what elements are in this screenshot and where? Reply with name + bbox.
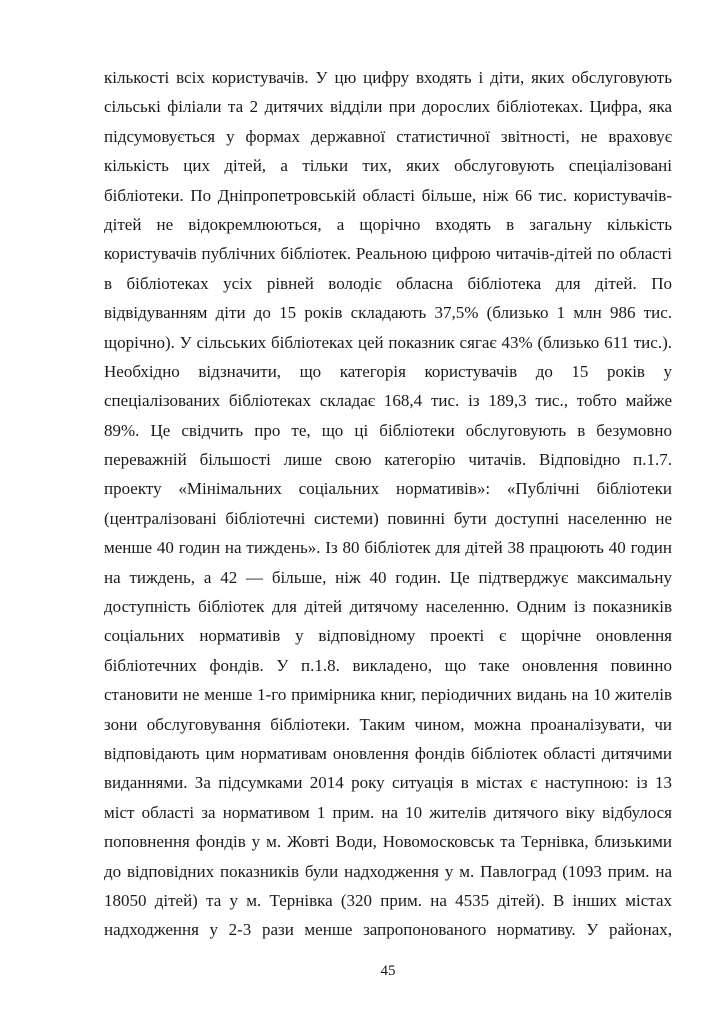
text-line-12: спеціалізованих бібліотеках складає 168,4 тис. із 189,3 тис., тобто майже	[104, 391, 672, 411]
text-line-7: користувачів публічних бібліотек. Реальною цифрою читачів-дітей по області	[104, 244, 672, 264]
text-line-8: в бібліотеках усіх рівней володіє обласна бібліотека для дітей. По	[104, 273, 672, 293]
text-line-1: кількості всіх користувачів. У цю цифру входять і діти, яких обслуговують	[104, 68, 672, 87]
text-line-19: доступність бібліотек для дітей дитячому населенню. Одним із показників	[104, 597, 672, 617]
text-line-11: Необхідно відзначити, що категорія користувачів до 15 років у	[104, 361, 672, 381]
text-line-23: зони обслуговування бібліотеки. Таким чином, можна проаналізувати, чи	[104, 714, 672, 734]
text-line-18: на тиждень, а 42 — більше, ніж 40 годин. Це підтверджує максимальну	[104, 567, 672, 587]
text-line-26: міст області за нормативом 1 прим. на 10 жителів дитячого віку відбулося	[104, 802, 672, 822]
text-line-28: до відповідних показників були надходження у м. Павлоград (1093 прим. на	[104, 861, 672, 881]
page-number: 45	[380, 963, 396, 979]
text-line-29: 18050 дітей) та у м. Тернівка (320 прим. на 4535 дітей). В інших містах	[104, 890, 672, 910]
text-line-16: (централізовані бібліотечні системи) повинні бути доступні населенню не	[104, 508, 672, 528]
text-line-20: соціальних нормативів у відповідному проекті є щорічне оновлення	[104, 626, 672, 646]
text-line-9: відвідуванням діти до 15 років складають 37,5% (близько 1 млн 986 тис.	[104, 303, 672, 323]
text-line-30: надходження у 2-3 рази менше запропонованого нормативу. У районах,	[104, 920, 672, 940]
text-line-13: 89%. Це свідчить про те, що ці бібліотеки обслуговують в безумовно	[104, 420, 672, 440]
body-text	[104, 63, 672, 945]
text-line-4: кількість цих дітей, а тільки тих, яких обслуговують спеціалізовані	[104, 156, 672, 176]
text-line-25: виданнями. За підсумками 2014 року ситуація в містах є наступною: із 13	[104, 773, 672, 793]
text-line-3: підсумовується у формах державної статистичної звітності, не враховує	[104, 126, 672, 146]
text-line-22: становити не менше 1-го примірника книг, періодичних видань на 10 жителів	[104, 685, 672, 705]
text-line-21: бібліотечних фондів. У п.1.8. викладено, що таке оновлення повинно	[104, 655, 672, 675]
text-line-17: менше 40 годин на тиждень». Із 80 бібліотек для дітей 38 працюють 40 годин	[104, 538, 672, 558]
text-line-6: дітей не відокремлюються, а щорічно входять в загальну кількість	[104, 214, 672, 234]
text-line-24: відповідають цим нормативам оновлення фондів бібліотек області дитячими	[104, 743, 672, 763]
text-line-10: щорічно). У сільських бібліотеках цей показник сягає 43% (близько 611 тис.).	[104, 332, 672, 352]
text-line-14: переважній більшості лише свою категорію читачів. Відповідно п.1.7.	[104, 450, 672, 470]
text-line-15: проекту «Мінімальних соціальних нормативів»: «Публічні бібліотеки	[104, 479, 672, 499]
text-line-27: поповнення фондів у м. Жовті Води, Новомосковськ та Тернівка, близькими	[104, 832, 672, 852]
text-line-2: сільські філіали та 2 дитячих відділи при дорослих бібліотеках. Цифра, яка	[104, 97, 672, 117]
text-line-5: бібліотеки. По Дніпропетровській області більше, ніж 66 тис. користувачів-	[104, 185, 672, 205]
